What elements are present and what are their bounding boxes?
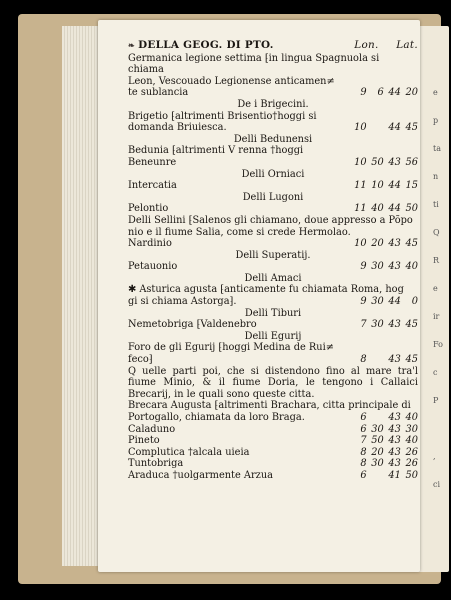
text-line: ✱ Asturica agusta ⁅anticamente fu chiamata Roma, hog	[128, 284, 404, 296]
longitude-value: 50	[371, 156, 384, 168]
coordinates	[346, 354, 418, 366]
header-lat: Lat.	[396, 39, 418, 51]
place-name: Nardinio	[128, 238, 172, 250]
latitude-value: 45	[405, 238, 418, 250]
longitude-value: 6	[377, 87, 384, 99]
latitude-value: 43	[388, 423, 401, 435]
longitude-value: 8	[360, 446, 367, 458]
latitude-value: 50	[405, 203, 418, 215]
facing-page-fragment: Fo	[433, 340, 443, 349]
coordinates	[346, 180, 418, 192]
running-header	[128, 40, 418, 52]
facing-page-fragment: p	[433, 116, 439, 125]
place-entry	[128, 157, 418, 169]
facing-page-fragment: R	[433, 256, 440, 265]
place-name: feco⁆	[128, 354, 153, 366]
longitude-value: 9	[360, 261, 367, 273]
section-heading: Delli Amaci	[244, 272, 302, 284]
body-paragraph: Q uelle parti poi, che si distendono fino al mare tra'l fiume Minio, & il fiume Doria, le tengono i Callaici Brecarij, in le quali sono queste citta.	[128, 365, 418, 400]
latitude-value: 26	[405, 446, 418, 458]
latitude-value: 0	[411, 296, 418, 308]
facing-page-fragment: n	[433, 172, 439, 181]
text-line: Bedunia ⁅altrimenti V renna †hoggi	[128, 145, 304, 157]
place-entry	[128, 261, 418, 273]
coordinates	[346, 412, 418, 424]
latitude-value: 45	[405, 319, 418, 331]
longitude-value: 9	[360, 87, 367, 99]
place-name: Tuntobriga	[128, 458, 184, 470]
coordinates	[346, 238, 418, 250]
text-line: nio e il fiume Salia, come si crede Hermolao.	[128, 226, 351, 238]
latitude-value: 15	[405, 180, 418, 192]
place-entry	[128, 458, 418, 470]
place-entry	[128, 87, 418, 99]
longitude-value: 30	[371, 261, 384, 273]
place-name: Araduca †uolgarmente Arzua	[128, 469, 273, 481]
place-entry	[128, 296, 418, 308]
latitude-value: 40	[405, 261, 418, 273]
section-heading: Delli Superatij.	[235, 249, 311, 261]
coordinates	[346, 470, 418, 482]
longitude-value: 10	[371, 180, 384, 192]
place-entry	[128, 412, 418, 424]
latitude-value: 44	[388, 122, 401, 134]
latitude-value: 30	[405, 423, 418, 435]
longitude-value: 6	[360, 412, 367, 423]
longitude-value: 10	[354, 156, 367, 168]
longitude-value	[367, 412, 384, 424]
longitude-value: 9	[360, 296, 367, 308]
coordinates	[346, 122, 418, 134]
latitude-value: 43	[388, 446, 401, 458]
latitude-value: 44	[388, 203, 401, 215]
longitude-value: 7	[360, 319, 367, 331]
latitude-value: 41	[388, 469, 401, 481]
facing-page-fragment: ta	[433, 144, 441, 153]
place-entry	[128, 180, 418, 192]
place-name: Intercatia	[128, 180, 177, 192]
entry-list	[128, 53, 418, 482]
longitude-value: 8	[360, 458, 367, 470]
text-line: Brecara Augusta ⁅altrimenti Brachara, citta principale di	[128, 400, 411, 412]
text-line: Leon, Vescouado Legionense anticamen≠	[128, 75, 335, 87]
section-heading: Delli Tiburi	[244, 307, 302, 319]
latitude-value: 56	[405, 156, 418, 168]
longitude-value: 6	[360, 423, 367, 435]
longitude-value: 30	[371, 319, 384, 331]
latitude-value: 20	[405, 87, 418, 99]
coordinates	[346, 458, 418, 470]
text-line: Brigetio ⁅altrimenti Brisentio†hoggi si	[128, 110, 317, 122]
longitude-value: 8	[360, 354, 367, 366]
longitude-value	[367, 122, 384, 134]
place-name: Portogallo, chiamata da loro Braga.	[128, 412, 305, 423]
facing-page-fragment: e	[433, 284, 438, 293]
place-entry	[128, 319, 418, 331]
longitude-value: 10	[354, 122, 367, 134]
section-heading: Delli Bedunensi	[233, 133, 313, 145]
place-name: Petauonio	[128, 261, 178, 273]
facing-page-fragment: ir	[433, 312, 440, 321]
longitude-value: 11	[354, 203, 367, 215]
longitude-value: 20	[371, 446, 384, 458]
longitude-value: 30	[371, 423, 384, 435]
facing-page-fragment: e	[433, 88, 438, 97]
latitude-value: 44	[388, 296, 401, 308]
section-heading: De i Brigecini.	[237, 98, 309, 110]
coordinates	[346, 261, 418, 273]
longitude-value: 20	[371, 238, 384, 250]
facing-page-fragment: ti	[433, 200, 439, 209]
place-name: Nemetobriga ⁅Valdenebro	[128, 319, 257, 331]
latitude-value: 40	[405, 412, 418, 423]
latitude-value: 43	[388, 156, 401, 168]
latitude-value: 26	[405, 458, 418, 470]
latitude-value: 43	[388, 261, 401, 273]
coordinates	[346, 435, 418, 447]
latitude-value: 43	[388, 458, 401, 470]
coordinates	[346, 447, 418, 459]
latitude-value: 45	[405, 122, 418, 134]
header-title: ❧ DELLA GEOG. DI PTO.	[128, 39, 274, 51]
place-name: Complutica †alcala uieia	[128, 446, 250, 458]
place-entry	[128, 435, 418, 447]
place-name: domanda Briuiesca.	[128, 122, 227, 134]
place-entry	[128, 424, 418, 436]
latitude-value: 50	[405, 469, 418, 481]
place-name: Pelontio	[128, 203, 169, 215]
coordinates	[346, 319, 418, 331]
latitude-value: 43	[388, 412, 401, 423]
longitude-value	[367, 354, 384, 366]
longitude-value: 11	[354, 180, 367, 192]
coordinates	[346, 87, 418, 99]
coordinates	[346, 203, 418, 215]
place-entry	[128, 470, 418, 482]
coordinates	[346, 424, 418, 436]
latitude-value: 44	[388, 180, 401, 192]
longitude-value: 7	[360, 435, 367, 447]
longitude-value: 10	[354, 238, 367, 250]
header-lon: Lon.	[354, 39, 379, 51]
longitude-value: 6	[360, 469, 367, 481]
facing-page-fragment: ci	[433, 480, 441, 489]
section-heading: Delli Lugoni	[242, 191, 304, 203]
latitude-value: 43	[388, 354, 401, 366]
page-stack-edges	[62, 26, 102, 566]
latitude-value: 40	[405, 435, 418, 447]
place-name: Caladuno	[128, 423, 176, 435]
place-entry	[128, 354, 418, 366]
facing-page-fragment: ,	[433, 452, 436, 461]
longitude-value: 30	[371, 296, 384, 308]
latitude-value: 45	[405, 354, 418, 366]
coordinates	[346, 296, 418, 308]
place-name: te sublancia	[128, 87, 189, 99]
place-name: gi si chiama Astorga⁆.	[128, 296, 237, 308]
place-entry	[128, 122, 418, 134]
section-heading: Delli Orniaci	[241, 168, 305, 180]
coordinates	[346, 157, 418, 169]
text-line: Foro de gli Egurij ⁅hoggi Medina de Rui≠	[128, 342, 334, 354]
place-name: Pineto	[128, 435, 160, 447]
place-entry	[128, 447, 418, 459]
facing-page-fragment: c	[433, 368, 438, 377]
facing-page-fragment: P	[433, 396, 439, 405]
longitude-value: 30	[371, 458, 384, 470]
longitude-value	[367, 470, 384, 482]
text-line: Germanica legione settima ⁅in lingua Spagnuola si chiama	[128, 52, 380, 76]
page-content	[128, 40, 418, 482]
place-entry	[128, 238, 418, 250]
longitude-value: 50	[371, 435, 384, 447]
latitude-value: 43	[388, 238, 401, 250]
latitude-value: 44	[388, 87, 401, 99]
header-columns	[340, 40, 418, 52]
facing-page-fragment: Q	[433, 228, 440, 237]
latitude-value: 43	[388, 319, 401, 331]
printer-mark-icon: ❧	[128, 40, 139, 50]
text-line: Delli Sellini ⁅Salenos gli chiamano, doue appresso a Põpo	[128, 214, 413, 226]
latitude-value: 43	[388, 435, 401, 447]
place-name: Beneunre	[128, 156, 177, 168]
longitude-value: 40	[371, 203, 384, 215]
section-heading: Delli Egurij	[244, 330, 302, 342]
place-entry	[128, 203, 418, 215]
